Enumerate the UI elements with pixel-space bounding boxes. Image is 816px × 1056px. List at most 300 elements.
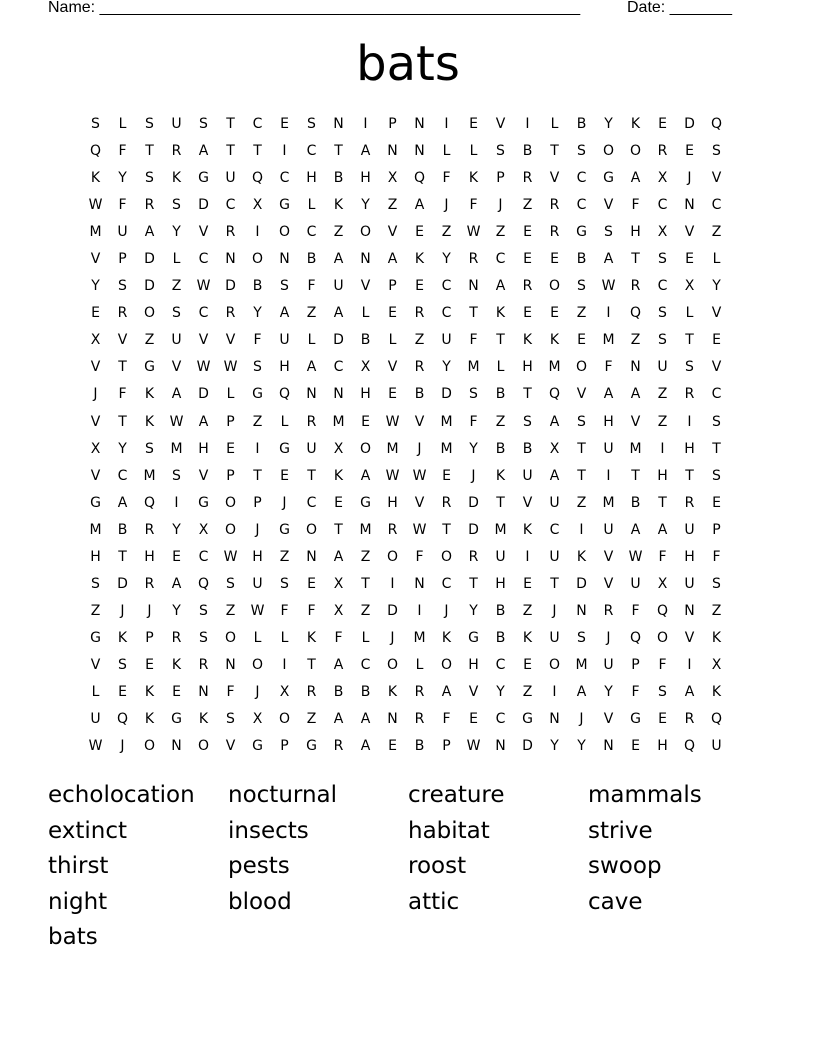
grid-letter: O	[305, 521, 318, 538]
grid-letter: D	[441, 386, 452, 403]
grid-letter: C	[711, 197, 722, 214]
grid-letter: R	[549, 197, 560, 214]
grid-letter: G	[279, 197, 290, 214]
grid-letter: K	[306, 629, 317, 646]
grid-letter: K	[414, 251, 425, 268]
grid-letter: L	[712, 251, 721, 268]
grid-letter: S	[253, 359, 262, 376]
grid-letter: Z	[711, 602, 722, 619]
grid-letter: L	[496, 359, 505, 376]
grid-letter: B	[495, 440, 506, 457]
grid-letter: W	[250, 602, 265, 619]
grid-letter: G	[576, 224, 587, 241]
grid-letter: T	[253, 143, 262, 160]
grid-letter: V	[603, 548, 614, 565]
grid-letter: T	[577, 440, 586, 457]
grid-letter: A	[630, 521, 641, 538]
grid-letter: C	[225, 197, 236, 214]
grid-letter: B	[414, 386, 425, 403]
grid-letter: R	[468, 548, 479, 565]
grid-letter: O	[224, 521, 237, 538]
grid-letter: F	[442, 170, 451, 187]
grid-letter: L	[280, 413, 289, 430]
grid-letter: W	[466, 224, 481, 241]
grid-letter: U	[171, 332, 182, 349]
grid-letter: O	[386, 656, 399, 673]
grid-row	[82, 165, 730, 192]
grid-letter: V	[603, 575, 614, 592]
grid-letter: O	[629, 143, 642, 160]
grid-letter: V	[468, 683, 479, 700]
grid-letter: R	[171, 629, 182, 646]
grid-letter: Z	[522, 602, 533, 619]
grid-letter: K	[522, 332, 533, 349]
grid-letter: C	[306, 143, 317, 160]
grid-letter: O	[386, 548, 399, 565]
grid-letter: P	[280, 738, 289, 755]
grid-letter: O	[548, 656, 561, 673]
grid-letter: D	[333, 332, 344, 349]
grid-letter: B	[360, 332, 371, 349]
grid-letter: Q	[197, 575, 210, 592]
grid-letter: M	[548, 359, 561, 376]
grid-letter: B	[576, 116, 587, 132]
grid-letter: V	[90, 359, 101, 376]
grid-letter: A	[549, 413, 560, 430]
grid-letter: E	[523, 656, 532, 673]
grid-letter: E	[685, 251, 694, 268]
grid-letter: K	[576, 548, 587, 565]
grid-letter: P	[145, 629, 154, 646]
grid-row	[82, 463, 730, 490]
grid-letter: M	[602, 332, 615, 349]
grid-letter: Q	[89, 143, 102, 160]
grid-letter: R	[225, 305, 236, 322]
word-bank-item: blood	[228, 888, 292, 915]
grid-letter: T	[334, 521, 343, 538]
grid-letter: D	[468, 521, 479, 538]
grid-letter: Y	[253, 305, 262, 322]
grid-letter: A	[198, 413, 209, 430]
grid-letter: T	[334, 143, 343, 160]
grid-letter: H	[657, 467, 668, 484]
grid-letter: V	[90, 413, 101, 430]
grid-letter: Z	[279, 548, 290, 565]
grid-letter: M	[629, 440, 642, 457]
grid-letter: V	[117, 332, 128, 349]
grid-row	[82, 436, 730, 463]
word-bank-item: attic	[408, 888, 460, 915]
grid-letter: B	[117, 521, 128, 538]
grid-letter: B	[333, 683, 344, 700]
word-bank-item: echolocation	[48, 782, 195, 808]
grid-row	[82, 354, 730, 381]
grid-letter: L	[442, 143, 451, 160]
grid-letter: N	[387, 143, 398, 160]
grid-letter: M	[386, 440, 399, 457]
grid-row	[82, 625, 730, 652]
word-bank-item: cave	[588, 888, 643, 915]
grid-letter: A	[198, 143, 209, 160]
grid-letter: P	[226, 467, 235, 484]
grid-letter: M	[440, 440, 453, 457]
grid-row	[82, 246, 730, 273]
grid-letter: S	[199, 629, 208, 646]
grid-letter: K	[144, 386, 155, 403]
grid-letter: S	[604, 224, 613, 241]
grid-letter: K	[198, 711, 209, 728]
word-search-grid	[82, 111, 730, 760]
grid-letter: V	[684, 224, 695, 241]
grid-letter: P	[631, 656, 640, 673]
grid-letter: E	[172, 548, 181, 565]
grid-letter: O	[440, 548, 453, 565]
grid-letter: O	[278, 711, 291, 728]
grid-letter: Z	[171, 278, 182, 295]
grid-row	[82, 138, 730, 165]
grid-letter: F	[469, 197, 478, 214]
grid-letter: L	[253, 629, 262, 646]
grid-letter: T	[469, 305, 478, 322]
grid-letter: Q	[143, 494, 156, 511]
grid-letter: M	[143, 467, 156, 484]
grid-letter: E	[469, 116, 478, 132]
grid-letter: Y	[550, 738, 559, 755]
grid-letter: N	[360, 251, 371, 268]
grid-letter: S	[658, 332, 667, 349]
grid-letter: A	[603, 386, 614, 403]
grid-letter: K	[144, 711, 155, 728]
grid-letter: P	[388, 278, 397, 295]
grid-letter: U	[306, 440, 317, 457]
grid-letter: L	[469, 143, 478, 160]
grid-letter: I	[174, 494, 179, 511]
grid-letter: S	[118, 278, 127, 295]
grid-letter: E	[361, 413, 370, 430]
grid-letter: O	[143, 738, 156, 755]
grid-letter: W	[385, 413, 400, 430]
date-field-label: Date: _______	[627, 0, 732, 16]
grid-letter: C	[306, 494, 317, 511]
grid-letter: E	[307, 575, 316, 592]
grid-letter: T	[361, 575, 370, 592]
grid-letter: I	[255, 440, 260, 457]
grid-letter: J	[498, 197, 503, 214]
grid-letter: S	[712, 575, 721, 592]
grid-letter: T	[469, 575, 478, 592]
grid-letter: T	[496, 494, 505, 511]
grid-letter: O	[251, 251, 264, 268]
grid-letter: C	[711, 386, 722, 403]
grid-letter: I	[525, 548, 530, 565]
grid-letter: M	[359, 521, 372, 538]
grid-letter: B	[495, 629, 506, 646]
grid-letter: K	[630, 116, 641, 132]
grid-letter: L	[550, 116, 559, 132]
grid-letter: P	[118, 251, 127, 268]
grid-letter: N	[306, 386, 317, 403]
grid-letter: J	[444, 197, 449, 214]
grid-letter: X	[90, 332, 101, 349]
grid-letter: V	[522, 494, 533, 511]
grid-letter: Z	[630, 332, 641, 349]
grid-letter: E	[577, 332, 586, 349]
grid-letter: Z	[414, 332, 425, 349]
grid-letter: E	[388, 386, 397, 403]
grid-letter: V	[603, 197, 614, 214]
grid-letter: C	[657, 197, 668, 214]
grid-letter: L	[361, 629, 370, 646]
grid-letter: O	[197, 738, 210, 755]
grid-letter: A	[495, 278, 506, 295]
grid-letter: E	[631, 738, 640, 755]
grid-letter: K	[495, 305, 506, 322]
grid-letter: I	[255, 224, 260, 241]
grid-letter: H	[684, 548, 695, 565]
grid-letter: G	[279, 440, 290, 457]
grid-letter: R	[684, 494, 695, 511]
grid-letter: L	[307, 197, 316, 214]
grid-letter: R	[522, 278, 533, 295]
grid-letter: I	[552, 683, 557, 700]
grid-letter: Z	[225, 602, 236, 619]
grid-letter: I	[282, 143, 287, 160]
grid-letter: L	[361, 305, 370, 322]
grid-letter: M	[170, 440, 183, 457]
grid-letter: R	[306, 413, 317, 430]
grid-letter: L	[172, 251, 181, 268]
grid-letter: Z	[522, 197, 533, 214]
grid-letter: B	[360, 683, 371, 700]
grid-row	[82, 544, 730, 571]
grid-letter: P	[226, 413, 235, 430]
grid-letter: S	[280, 575, 289, 592]
grid-letter: L	[280, 629, 289, 646]
grid-letter: H	[279, 359, 290, 376]
grid-letter: S	[469, 386, 478, 403]
grid-letter: S	[226, 711, 235, 728]
grid-letter: L	[307, 332, 316, 349]
grid-letter: E	[118, 683, 127, 700]
grid-letter: K	[468, 170, 479, 187]
grid-letter: M	[89, 521, 102, 538]
grid-letter: S	[523, 413, 532, 430]
grid-letter: F	[118, 197, 127, 214]
grid-letter: I	[606, 305, 611, 322]
grid-letter: E	[550, 251, 559, 268]
grid-letter: W	[169, 413, 184, 430]
grid-letter: R	[522, 170, 533, 187]
grid-letter: Q	[629, 305, 642, 322]
grid-letter: U	[603, 440, 614, 457]
grid-letter: W	[412, 467, 427, 484]
grid-letter: L	[118, 116, 127, 132]
grid-letter: V	[90, 251, 101, 268]
grid-letter: C	[198, 548, 209, 565]
grid-letter: R	[144, 575, 155, 592]
grid-letter: G	[252, 738, 263, 755]
grid-letter: I	[687, 413, 692, 430]
grid-letter: P	[442, 738, 451, 755]
grid-letter: S	[91, 575, 100, 592]
grid-letter: T	[550, 143, 559, 160]
grid-letter: Q	[656, 602, 669, 619]
grid-letter: Q	[278, 386, 291, 403]
grid-letter: J	[471, 467, 476, 484]
grid-letter: S	[712, 467, 721, 484]
grid-letter: G	[90, 494, 101, 511]
grid-letter: M	[413, 629, 426, 646]
grid-letter: R	[414, 711, 425, 728]
grid-letter: H	[522, 359, 533, 376]
grid-letter: C	[495, 251, 506, 268]
grid-letter: E	[226, 440, 235, 457]
grid-row	[82, 273, 730, 300]
grid-letter: N	[576, 602, 587, 619]
grid-letter: B	[522, 440, 533, 457]
grid-letter: D	[144, 251, 155, 268]
grid-letter: A	[333, 251, 344, 268]
grid-letter: N	[333, 116, 344, 132]
grid-letter: K	[171, 656, 182, 673]
grid-letter: K	[117, 629, 128, 646]
grid-letter: F	[658, 548, 667, 565]
grid-letter: Y	[118, 440, 127, 457]
grid-letter: O	[251, 656, 264, 673]
word-bank-item: habitat	[408, 817, 490, 844]
grid-letter: Y	[91, 278, 100, 295]
word-bank-item: thirst	[48, 853, 109, 879]
grid-letter: U	[549, 548, 560, 565]
grid-letter: G	[198, 170, 209, 187]
grid-letter: V	[414, 413, 425, 430]
grid-letter: G	[252, 386, 263, 403]
grid-letter: R	[225, 224, 236, 241]
grid-letter: C	[576, 170, 587, 187]
grid-letter: I	[606, 467, 611, 484]
grid-letter: C	[333, 359, 344, 376]
grid-letter: B	[306, 251, 317, 268]
grid-letter: R	[684, 386, 695, 403]
grid-letter: V	[198, 467, 209, 484]
grid-letter: R	[144, 521, 155, 538]
grid-letter: F	[280, 602, 289, 619]
grid-letter: Y	[118, 170, 127, 187]
grid-letter: A	[333, 711, 344, 728]
grid-letter: M	[494, 521, 507, 538]
grid-letter: E	[442, 467, 451, 484]
grid-letter: U	[171, 116, 182, 132]
grid-letter: K	[90, 170, 101, 187]
grid-letter: J	[93, 386, 98, 403]
grid-letter: I	[282, 656, 287, 673]
grid-letter: P	[253, 494, 262, 511]
grid-letter: S	[658, 683, 667, 700]
grid-letter: S	[712, 143, 721, 160]
grid-letter: K	[522, 521, 533, 538]
grid-letter: T	[226, 143, 235, 160]
grid-letter: A	[360, 143, 371, 160]
grid-letter: X	[198, 521, 209, 538]
grid-letter: W	[223, 359, 238, 376]
grid-letter: R	[468, 251, 479, 268]
grid-letter: H	[360, 386, 371, 403]
grid-letter: H	[468, 656, 479, 673]
grid-letter: X	[90, 440, 101, 457]
grid-letter: R	[198, 656, 209, 673]
grid-letter: A	[441, 683, 452, 700]
grid-letter: T	[685, 332, 694, 349]
grid-letter: X	[333, 602, 344, 619]
grid-letter: S	[145, 440, 154, 457]
grid-letter: R	[414, 359, 425, 376]
grid-letter: F	[712, 548, 721, 565]
grid-letter: T	[577, 467, 586, 484]
word-bank-item: bats	[48, 924, 98, 950]
grid-letter: O	[359, 440, 372, 457]
grid-letter: W	[412, 521, 427, 538]
grid-letter: A	[360, 738, 371, 755]
grid-letter: R	[441, 494, 452, 511]
grid-letter: J	[120, 602, 125, 619]
grid-letter: O	[359, 224, 372, 241]
grid-letter: M	[332, 413, 345, 430]
grid-letter: C	[441, 305, 452, 322]
grid-letter: T	[253, 467, 262, 484]
grid-letter: F	[307, 602, 316, 619]
grid-letter: L	[415, 656, 424, 673]
grid-letter: Z	[360, 548, 371, 565]
grid-letter: T	[550, 575, 559, 592]
grid-letter: I	[525, 116, 530, 132]
grid-letter: G	[90, 629, 101, 646]
grid-letter: D	[117, 575, 128, 592]
grid-letter: S	[577, 143, 586, 160]
grid-letter: I	[579, 521, 584, 538]
grid-letter: K	[711, 629, 722, 646]
grid-letter: A	[171, 575, 182, 592]
grid-letter: F	[415, 548, 424, 565]
grid-letter: L	[388, 332, 397, 349]
grid-letter: S	[280, 278, 289, 295]
grid-letter: D	[576, 575, 587, 592]
grid-letter: N	[630, 359, 641, 376]
grid-letter: V	[225, 738, 236, 755]
grid-letter: S	[712, 413, 721, 430]
grid-letter: I	[687, 656, 692, 673]
grid-letter: S	[685, 359, 694, 376]
grid-letter: E	[523, 251, 532, 268]
grid-letter: S	[145, 170, 154, 187]
grid-letter: R	[603, 602, 614, 619]
grid-letter: J	[687, 170, 692, 187]
grid-letter: V	[387, 224, 398, 241]
grid-letter: S	[577, 278, 586, 295]
grid-letter: X	[657, 575, 668, 592]
grid-letter: G	[306, 738, 317, 755]
grid-letter: T	[118, 548, 127, 565]
grid-letter: N	[333, 386, 344, 403]
grid-letter: F	[604, 359, 613, 376]
grid-letter: O	[440, 656, 453, 673]
grid-letter: R	[171, 143, 182, 160]
grid-letter: Q	[683, 738, 696, 755]
grid-letter: V	[225, 332, 236, 349]
grid-letter: K	[522, 629, 533, 646]
grid-letter: Y	[172, 602, 181, 619]
grid-letter: K	[495, 467, 506, 484]
grid-letter: X	[684, 278, 695, 295]
